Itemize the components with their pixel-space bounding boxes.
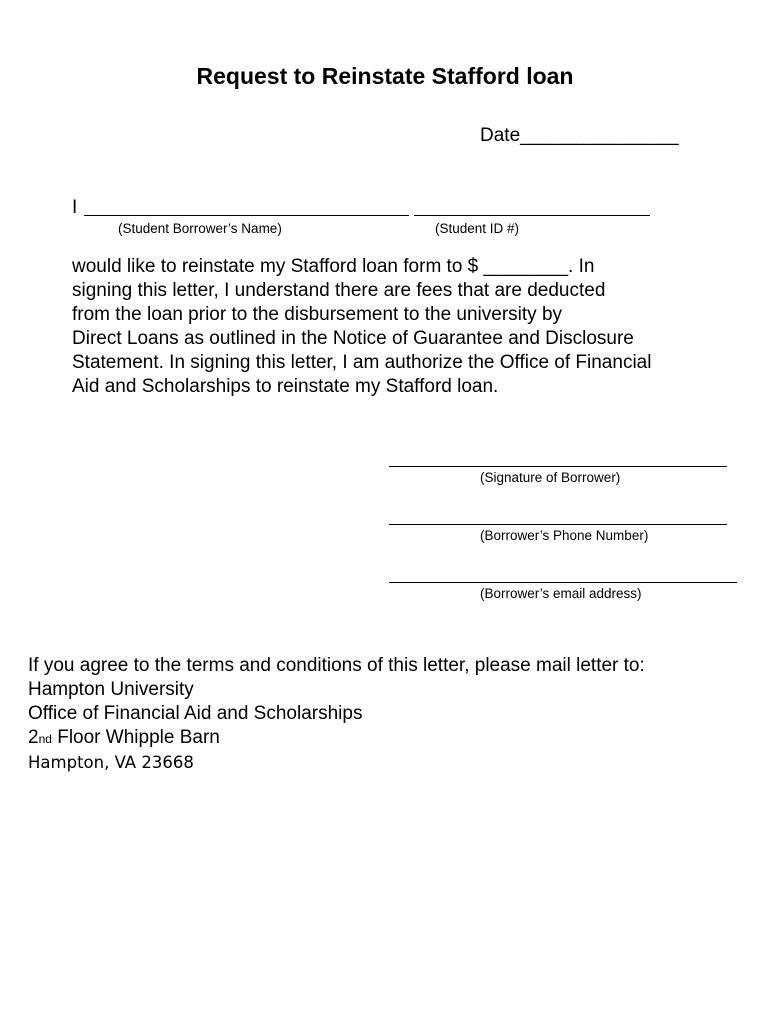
address-line: Hampton University [28,679,194,700]
mail-intro: If you agree to the terms and conditions of this letter, please mail letter to: [28,655,645,676]
email-caption: (Borrower’s email address) [480,586,642,601]
student-name-caption: (Student Borrower’s Name) [118,221,282,236]
body-line: would like to reinstate my Stafford loan form to $ ________. In [72,256,595,277]
page-title: Request to Reinstate Stafford loan [196,63,574,89]
name-prefix: I [72,197,78,218]
date-blank: _______________ [520,125,679,146]
student-name-line[interactable] [84,215,409,216]
address-floor [28,726,645,751]
address-city: Hampton, VA 23668 [28,753,194,772]
floor-number: 2 [28,727,39,748]
student-id-caption: (Student ID #) [435,221,520,236]
floor-suffix: nd [38,732,52,746]
email-line[interactable] [389,582,737,583]
date-label: Date [480,125,521,146]
phone-line[interactable] [389,524,727,525]
body-line: Direct Loans as outlined in the Notice of Guarantee and Disclosure [72,328,634,349]
letter-body [72,255,722,399]
mailing-instructions [28,654,645,775]
signature-caption: (Signature of Borrower) [480,470,621,485]
address-line: Office of Financial Aid and Scholarships [28,703,363,724]
floor-rest: Floor Whipple Barn [51,727,220,748]
body-line: Aid and Scholarships to reinstate my Stafford loan. [72,376,499,397]
phone-caption: (Borrower’s Phone Number) [480,528,649,543]
body-line: Statement. In signing this letter, I am authorize the Office of Financial [72,352,652,373]
signature-line[interactable] [389,466,727,467]
body-line: signing this letter, I understand there are fees that are deducted [72,280,606,301]
student-id-line[interactable] [414,215,650,216]
date-field[interactable] [480,125,679,147]
body-line: from the loan prior to the disbursement to the university by [72,304,563,325]
